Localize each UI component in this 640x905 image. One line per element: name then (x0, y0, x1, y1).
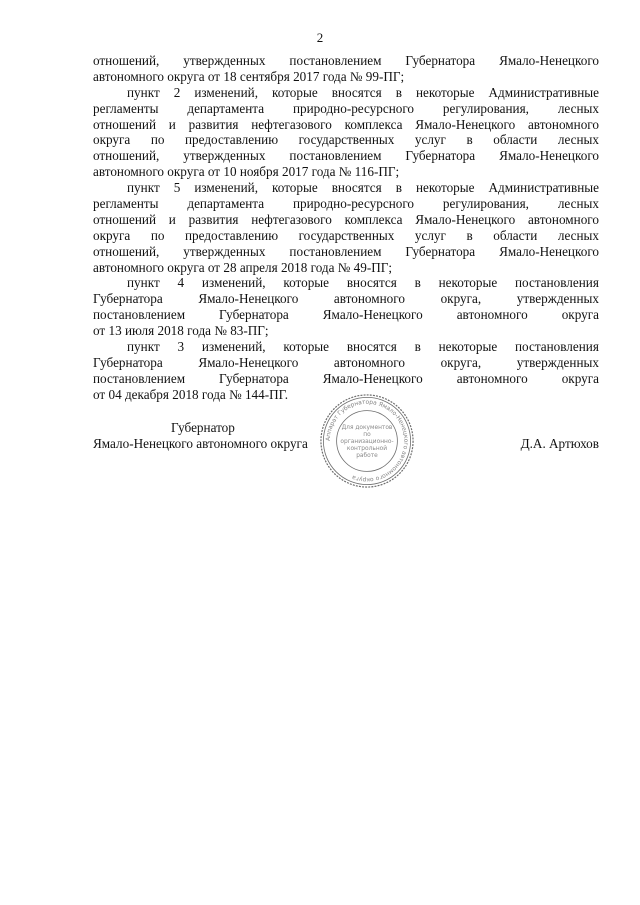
text-line: регламенты департамента природно-ресурсного регулирования, лесных (93, 100, 599, 116)
svg-text:по: по (363, 431, 371, 438)
text-line: пункт 2 изменений, которые вносятся в некоторые Административные (127, 84, 599, 100)
document-body (93, 53, 599, 403)
svg-text:Аппарат Губернатора Ямало-Нене: Аппарат Губернатора Ямало-Ненецкого автономного округа (325, 399, 409, 483)
text-line: Губернатора Ямало-Ненецкого автономного округа, утвержденных (93, 354, 599, 370)
svg-text:организационно-: организационно- (340, 438, 394, 445)
text-line: автономного округа от 28 апреля 2018 года № 49-ПГ; (93, 259, 393, 275)
text-line: отношений, утвержденных постановлением Губернатора Ямало-Ненецкого (93, 53, 599, 68)
text-line: постановлением Губернатора Ямало-Ненецкого автономного округа (93, 307, 599, 323)
text-line: пункт 3 изменений, которые вносятся в некоторые постановления (127, 339, 599, 355)
signature-title: Губернатор (171, 420, 235, 435)
text-line: пункт 5 изменений, которые вносятся в некоторые Административные (127, 180, 599, 196)
signatory-name: Д.А. Артюхов (520, 436, 599, 451)
text-line: отношений и развития нефтегазового комплекса Ямало-Ненецкого автономного (93, 116, 599, 132)
page-number: 2 (316, 30, 324, 45)
text-line: от 13 июля 2018 года № 83-ПГ; (93, 323, 269, 339)
text-line: автономного округа от 18 сентября 2017 года № 99-ПГ; (93, 68, 405, 84)
text-line: регламенты департамента природно-ресурсного регулирования, лесных (93, 196, 599, 212)
text-line: Губернатора Ямало-Ненецкого автономного округа, утвержденных (93, 291, 599, 307)
official-seal-stamp (318, 392, 416, 490)
text-line: пункт 4 изменений, которые вносятся в некоторые постановления (127, 275, 599, 291)
text-line: автономного округа от 10 ноября 2017 года № 116-ПГ; (93, 164, 400, 180)
text-line: округа по предоставлению государственных услуг в области лесных (93, 227, 599, 243)
svg-text:работе: работе (356, 453, 378, 460)
text-line: отношений, утвержденных постановлением Губернатора Ямало-Ненецкого (93, 148, 599, 164)
svg-text:контрольной: контрольной (346, 446, 388, 453)
text-line: постановлением Губернатора Ямало-Ненецкого автономного округа (93, 370, 599, 386)
svg-text:Для документов: Для документов (341, 424, 393, 431)
signature-region: Ямало-Ненецкого автономного округа (93, 436, 308, 451)
text-line: от 04 декабря 2018 года № 144-ПГ. (93, 386, 289, 402)
text-line: отношений, утвержденных постановлением Губернатора Ямало-Ненецкого (93, 243, 599, 259)
text-line: отношений и развития нефтегазового комплекса Ямало-Ненецкого автономного (93, 211, 599, 227)
text-line: округа по предоставлению государственных услуг в области лесных (93, 132, 599, 148)
